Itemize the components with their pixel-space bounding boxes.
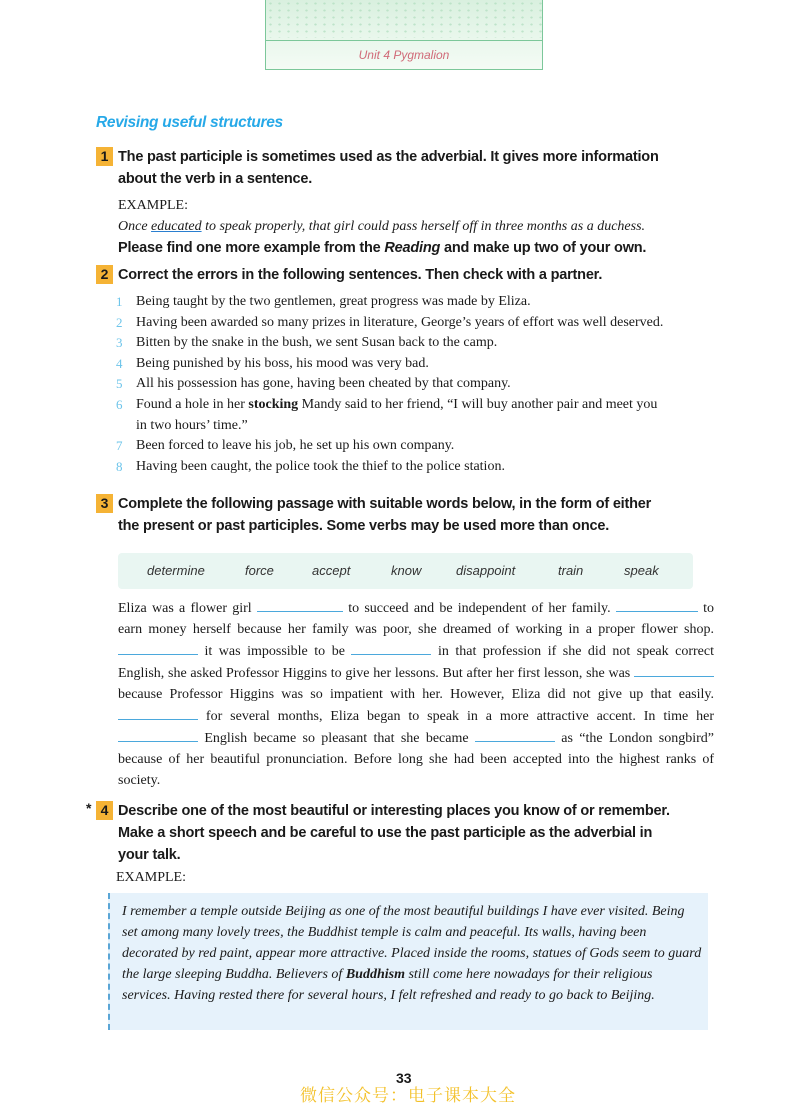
speech-text: still come here nowadays for their religious services. Having rested there for several hours, I felt refreshed and ready to go back to Beijing. bbox=[122, 967, 655, 1003]
task-3 bbox=[96, 493, 736, 537]
fill-in-passage bbox=[118, 597, 714, 791]
item-number: 5 bbox=[116, 376, 123, 392]
answer-blank[interactable] bbox=[118, 727, 198, 742]
passage-text: for several months, Eliza began to speak in a more attractive accent. In time her bbox=[198, 709, 714, 724]
optional-star: * bbox=[86, 800, 92, 816]
answer-blank[interactable] bbox=[118, 705, 198, 720]
item-text: Bitten by the snake in the bush, we sent Susan back to the camp. bbox=[136, 335, 498, 351]
passage-text: Eliza was a flower girl bbox=[118, 601, 257, 616]
item-text: in two hours’ time.” bbox=[136, 417, 248, 433]
example-text: to speak properly, that girl could pass herself off in three months as a duchess. bbox=[201, 219, 646, 234]
page-number: 33 bbox=[396, 1070, 412, 1086]
wechat-footer: 微信公众号：电子课本大全 bbox=[300, 1086, 516, 1106]
list-item bbox=[96, 457, 736, 478]
list-item bbox=[96, 333, 736, 354]
item-number: 1 bbox=[116, 294, 123, 309]
answer-blank[interactable] bbox=[257, 597, 343, 612]
item-text: Having been awarded so many prizes in literature, George’s years of effort was well deserved. bbox=[136, 314, 664, 330]
passage-text: because Professor Higgins was so impatient with her. However, Eliza did not give up that easily. bbox=[118, 687, 714, 702]
item-number: 2 bbox=[116, 314, 123, 330]
example-sentence bbox=[118, 216, 736, 237]
word-bank-item: force bbox=[245, 563, 274, 578]
passage-text: as “the London songbird” because of her beautiful pronunciation. Before long she had been accepted into the highest ranks of society. bbox=[118, 731, 715, 788]
instruction-line: about the verb in a sentence. bbox=[118, 171, 313, 187]
passage-text: to earn money herself because her family was poor, she dreamed of working in a proper flower shop. bbox=[118, 601, 715, 637]
instruction-line: Correct the errors in the following sentences. Then check with a partner. bbox=[118, 267, 603, 283]
word-bank-item: know bbox=[391, 563, 422, 578]
item-text: Found a hole in her bbox=[136, 396, 249, 412]
task-number-badge: 1 bbox=[96, 147, 113, 166]
sentence-list bbox=[96, 292, 736, 477]
follow-text: and make up two of your own. bbox=[440, 240, 647, 256]
item-text: Mandy said to her friend, “I will buy another pair and meet you bbox=[298, 396, 658, 412]
list-item bbox=[96, 374, 736, 395]
answer-blank[interactable] bbox=[634, 662, 714, 677]
follow-up-instruction bbox=[118, 237, 736, 259]
instruction-line: Complete the following passage with suitable words below, in the form of either bbox=[118, 496, 652, 512]
task-4-instruction bbox=[96, 800, 736, 866]
answer-blank[interactable] bbox=[616, 597, 698, 612]
task-2-instruction bbox=[96, 264, 736, 286]
task-1 bbox=[96, 146, 736, 259]
task-4 bbox=[96, 800, 736, 888]
item-text: Being taught by the two gentlemen, great progress was made by Eliza. bbox=[136, 294, 531, 309]
speech-text: I remember a temple outside Beijing as one of the most beautiful buildings I have ever visited. Being set among many lovely trees, the Buddhist temple is calm and peaceful. Its walls, having been decorated by red paint, appear more attractive. Placed inside the rooms, statues of Gods seem to guard the large sleeping Buddha. Believers of bbox=[122, 904, 702, 982]
instruction-line: The past participle is sometimes used as the adverbial. It gives more information bbox=[118, 149, 659, 165]
item-number: 4 bbox=[116, 355, 123, 371]
list-item bbox=[96, 436, 736, 457]
word-bank bbox=[118, 553, 693, 589]
list-item bbox=[96, 395, 736, 436]
task-number-badge: 3 bbox=[96, 494, 113, 513]
word-bank-item: disappoint bbox=[456, 563, 516, 578]
unit-title: Unit 4 Pygmalion bbox=[358, 48, 450, 62]
passage-text: to succeed and be independent of her family. bbox=[342, 601, 616, 616]
task-1-instruction bbox=[96, 146, 736, 190]
task-number-badge: 2 bbox=[96, 265, 113, 284]
answer-blank[interactable] bbox=[118, 640, 198, 655]
speech-bold-word: Buddhism bbox=[345, 967, 405, 982]
follow-italic: Reading bbox=[384, 240, 441, 256]
follow-text: Please find one more example from the bbox=[118, 240, 385, 256]
answer-blank[interactable] bbox=[475, 727, 555, 742]
example-speech-box bbox=[108, 893, 708, 1030]
item-text: Been forced to leave his job, he set up his own company. bbox=[136, 438, 455, 454]
example-text: Once bbox=[118, 219, 152, 234]
passage-text: in that profession if she did not speak correct English, she asked Professor Higgins to give her lessons. But after her first lesson, she was bbox=[118, 644, 714, 681]
banner-pattern bbox=[266, 0, 542, 38]
item-number: 8 bbox=[116, 458, 123, 474]
word-bank-item: train bbox=[558, 563, 584, 578]
item-number: 6 bbox=[116, 396, 123, 412]
word-bank-item: speak bbox=[624, 563, 659, 578]
word-bank-item: accept bbox=[312, 563, 351, 578]
answer-blank[interactable] bbox=[351, 640, 431, 655]
item-text: All his possession has gone, having been cheated by that company. bbox=[136, 376, 511, 392]
example-speech bbox=[122, 901, 702, 1006]
item-text: Having been caught, the police took the thief to the police station. bbox=[136, 458, 505, 474]
instruction-line: the present or past participles. Some verbs may be used more than once. bbox=[118, 518, 610, 534]
item-text: Being punished by his boss, his mood was very bad. bbox=[136, 355, 429, 371]
instruction-line: Describe one of the most beautiful or interesting places you know of or remember. bbox=[118, 803, 670, 819]
instruction-line: your talk. bbox=[118, 847, 181, 863]
task-3-instruction bbox=[96, 493, 736, 537]
unit-banner bbox=[265, 0, 543, 70]
task-number-badge: 4 bbox=[96, 801, 113, 820]
task-2 bbox=[96, 264, 736, 477]
list-item bbox=[96, 354, 736, 375]
word-bank-item: determine bbox=[147, 563, 205, 578]
list-item bbox=[96, 292, 736, 313]
instruction-line: Make a short speech and be careful to use the past participle as the adverbial in bbox=[118, 825, 653, 841]
example-underlined-word: educated bbox=[151, 219, 202, 234]
banner-divider bbox=[266, 40, 542, 41]
item-number: 7 bbox=[116, 438, 123, 454]
passage-text: English became so pleasant that she became bbox=[198, 731, 475, 746]
section-title: Revising useful structures bbox=[96, 114, 283, 131]
list-item bbox=[96, 313, 736, 334]
example-label: EXAMPLE: bbox=[118, 198, 188, 213]
item-bold-word: stocking bbox=[248, 396, 299, 412]
item-number: 3 bbox=[116, 335, 123, 351]
passage-text: it was impossible to be bbox=[198, 644, 352, 659]
example-label: EXAMPLE: bbox=[116, 870, 186, 885]
